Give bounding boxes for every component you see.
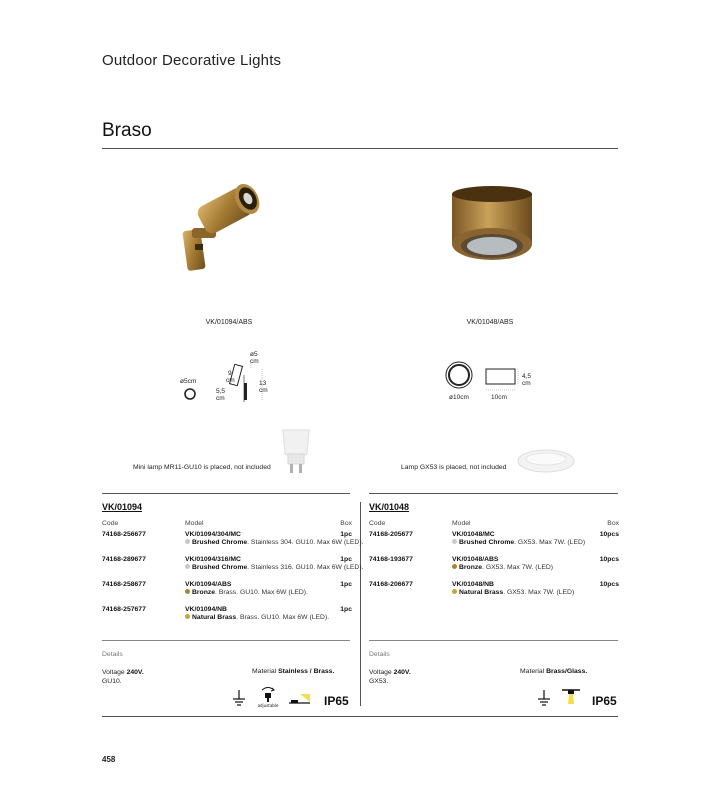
- title-divider: [102, 148, 618, 149]
- header-box: Box: [340, 520, 352, 527]
- adjustable-icon-label: adjustable: [257, 703, 279, 708]
- left-product-caption: VK/01094/ABS: [205, 319, 253, 326]
- product-code: 74168-193677: [369, 556, 413, 563]
- product-model: VK/01048/NB: [452, 581, 494, 588]
- left-material-label: Material: [252, 668, 279, 675]
- product-code: 74168-289677: [102, 556, 146, 563]
- product-box: 10pcs: [599, 581, 619, 588]
- left-voltage-label: Voltage: [102, 669, 127, 676]
- gx53-lamp-image: [516, 448, 576, 474]
- right-voltage-label: Voltage: [369, 669, 394, 676]
- table-row: [102, 556, 364, 580]
- right-voltage-value: 240V.: [393, 669, 411, 676]
- finish-swatch: [185, 589, 190, 594]
- right-socket: GX53.: [369, 678, 389, 685]
- dim-depth: 4,5: [522, 373, 532, 380]
- finish-swatch: [452, 539, 457, 544]
- header-code: Code: [369, 520, 386, 527]
- product-title: Braso: [102, 120, 152, 141]
- left-product-table: [102, 502, 364, 630]
- right-material-value: Brass/Glass.: [546, 668, 588, 675]
- product-description: [452, 589, 574, 596]
- table-row: [102, 581, 352, 605]
- product-finish: Brushed Chrome: [192, 564, 248, 571]
- product-box: 1pc: [340, 531, 352, 538]
- dim-base-unit: cm: [216, 395, 225, 402]
- product-description: [185, 589, 308, 596]
- table-row: [369, 531, 619, 555]
- product-model: VK/01048/ABS: [452, 556, 499, 563]
- left-voltage: [102, 668, 144, 686]
- left-details-label: Details: [102, 651, 123, 658]
- right-material: [520, 668, 587, 675]
- gu10-lamp-image: [280, 428, 312, 476]
- product-spec: . GX53. Max 7W. (LED): [503, 589, 575, 596]
- product-box: 1pc: [340, 606, 352, 613]
- product-code: 74168-258677: [102, 581, 146, 588]
- product-model: VK/01094/316/MC: [185, 556, 241, 563]
- right-section-divider: [369, 493, 618, 494]
- product-model: VK/01094/ABS: [185, 581, 232, 588]
- product-finish: Bronze: [459, 564, 483, 571]
- downlight-photo: [442, 178, 542, 268]
- right-details-divider: [369, 640, 618, 641]
- header-code: Code: [102, 520, 119, 527]
- dim-top-diameter: [250, 351, 258, 358]
- product-code: 74168-206677: [369, 581, 413, 588]
- product-finish: Natural Brass: [459, 589, 504, 596]
- left-table-header: [102, 520, 352, 530]
- dim-total-height: 13: [259, 380, 267, 387]
- product-spec: . Brass. GU10. Max 6W (LED).: [236, 614, 330, 621]
- page-category-title: Outdoor Decorative Lights: [102, 52, 282, 69]
- product-spec: . Brass. GU10. Max 6W (LED).: [215, 589, 308, 596]
- product-spec: . Stainless 316. GU10. Max 6W (LED).: [247, 564, 364, 571]
- dim-diameter: ø10cm: [449, 394, 469, 401]
- right-details-label: Details: [369, 651, 390, 658]
- finish-swatch: [185, 539, 190, 544]
- header-model: Model: [185, 520, 204, 527]
- product-finish: Brushed Chrome: [192, 539, 248, 546]
- adjustable-icon: [257, 686, 279, 708]
- left-details-divider: [102, 640, 350, 641]
- product-code: 74168-257677: [102, 606, 146, 613]
- product-model: VK/01048/MC: [452, 531, 495, 538]
- product-description: [185, 614, 329, 621]
- right-material-label: Material: [520, 668, 547, 675]
- product-description: [185, 564, 363, 571]
- header-model: Model: [452, 520, 471, 527]
- dim-top-diameter-unit: cm: [250, 358, 259, 365]
- left-lamp-note: Mini lamp MR11-GU10 is placed, not included: [133, 464, 271, 471]
- product-description: [452, 564, 553, 571]
- left-socket: GU10.: [102, 678, 122, 685]
- product-description: [185, 539, 363, 546]
- ground-icon: [232, 690, 246, 706]
- product-box: 10pcs: [599, 556, 619, 563]
- product-model: VK/01094/NB: [185, 606, 227, 613]
- product-code: 74168-256677: [102, 531, 146, 538]
- downlight-icon: [561, 688, 581, 706]
- dim-height: 9: [228, 370, 232, 377]
- column-divider: [360, 502, 361, 706]
- product-finish: Natural Brass: [192, 614, 237, 621]
- table-row: [102, 606, 352, 630]
- left-ip-rating: IP65: [324, 694, 349, 708]
- table-row: [369, 556, 619, 580]
- product-code: 74168-205677: [369, 531, 413, 538]
- dim-height-unit: cm: [226, 377, 235, 384]
- left-material-value: Stainless / Brass.: [278, 668, 335, 675]
- table-row: [369, 581, 619, 605]
- dim-width: 10cm: [491, 394, 507, 401]
- product-box: 10pcs: [599, 531, 619, 538]
- product-spec: . Stainless 304. GU10. Max 6W (LED).: [247, 539, 364, 546]
- finish-swatch: [185, 564, 190, 569]
- finish-swatch: [185, 614, 190, 619]
- left-section-divider: [102, 493, 350, 494]
- page-number: 458: [102, 755, 116, 764]
- wall-wash-icon: [288, 692, 312, 706]
- right-product-table: [369, 502, 619, 605]
- header-box: Box: [607, 520, 619, 527]
- product-finish: Bronze: [192, 589, 216, 596]
- product-box: 1pc: [340, 581, 352, 588]
- right-product-caption: VK/01048/ABS: [466, 319, 514, 326]
- left-table-title: VK/01094: [102, 502, 143, 512]
- left-voltage-value: 240V.: [126, 669, 144, 676]
- right-lamp-note: Lamp GX53 is placed, not included: [401, 464, 507, 471]
- ground-icon: [537, 690, 551, 706]
- product-model: VK/01094/304/MC: [185, 531, 241, 538]
- product-description: [452, 539, 585, 546]
- spotlight-photo: [168, 168, 278, 278]
- table-row: [102, 531, 364, 555]
- product-finish: Brushed Chrome: [459, 539, 515, 546]
- downlight-dimension-drawing: [444, 360, 524, 396]
- right-ip-rating: IP65: [592, 694, 617, 708]
- right-table-header: [369, 520, 619, 530]
- product-box: 1pc: [340, 556, 352, 563]
- bottom-divider: [102, 716, 618, 717]
- finish-swatch: [452, 564, 457, 569]
- left-material: [252, 668, 334, 675]
- product-spec: . GX53. Max 7W. (LED): [482, 564, 554, 571]
- dim-top-diameter-value: ø5: [250, 351, 258, 358]
- dim-total-height-unit: cm: [259, 387, 268, 394]
- right-table-title: VK/01048: [369, 502, 410, 512]
- finish-swatch: [452, 589, 457, 594]
- product-spec: . GX53. Max 7W. (LED): [514, 539, 586, 546]
- dim-base: 5,5: [216, 388, 226, 395]
- dim-head-diameter: ø5cm: [180, 378, 197, 385]
- dim-depth-unit: cm: [522, 380, 531, 387]
- right-voltage: [369, 668, 411, 686]
